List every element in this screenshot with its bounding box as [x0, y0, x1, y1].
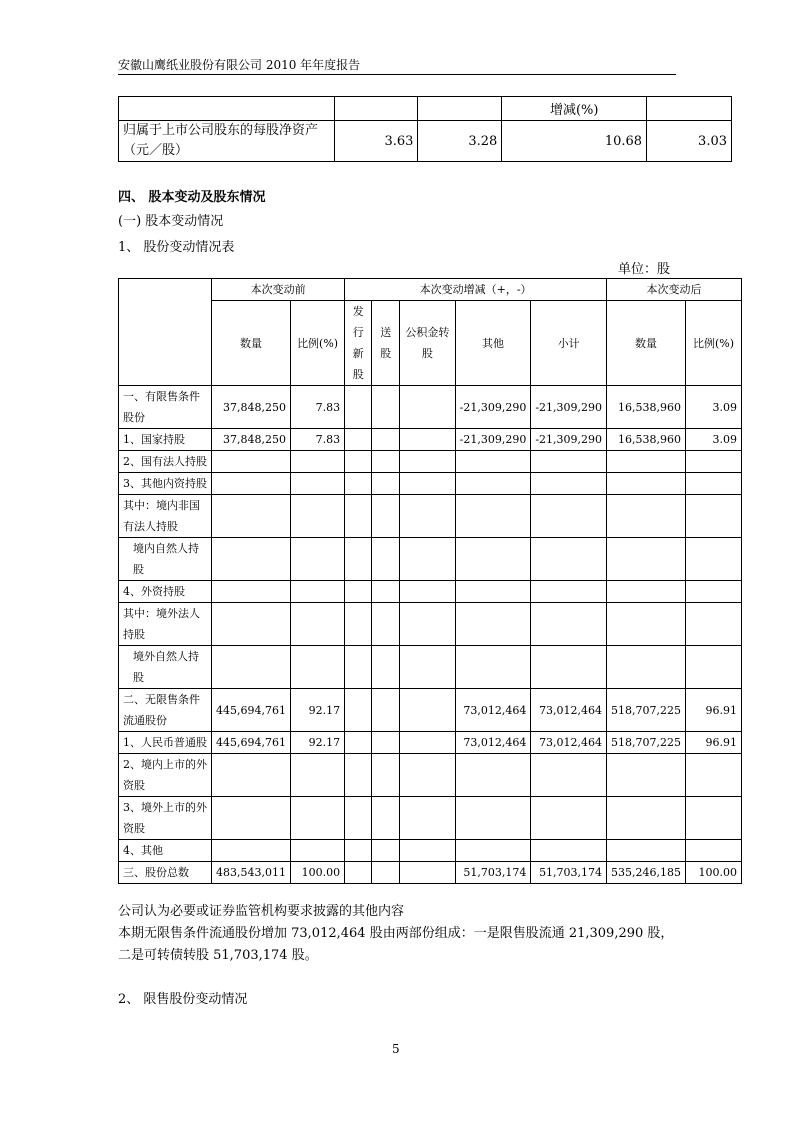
cell-new	[345, 646, 372, 689]
cell-ratio	[291, 473, 345, 495]
cell-qty2	[607, 840, 686, 862]
table-row	[119, 797, 742, 840]
t1-value: 3.03	[647, 121, 732, 162]
row-label: 4、外资持股	[119, 581, 212, 603]
cell-qty: 483,543,011	[212, 862, 291, 884]
col-header-qty: 数量	[212, 301, 291, 386]
cell-reserve	[400, 603, 455, 646]
cell-sub	[531, 538, 607, 581]
cell-ratio	[291, 840, 345, 862]
cell-qty2	[607, 603, 686, 646]
cell-bonus	[372, 386, 400, 429]
cell-other: -21,309,290	[455, 429, 531, 451]
cell-ratio2	[686, 495, 742, 538]
cell-sub	[531, 754, 607, 797]
cell-ratio2: 100.00	[686, 862, 742, 884]
cell-new	[345, 603, 372, 646]
cell-ratio2	[686, 797, 742, 840]
table-row	[119, 754, 742, 797]
cell-other	[455, 538, 531, 581]
cell-reserve	[400, 495, 455, 538]
cell-bonus	[372, 581, 400, 603]
col-header-qty-after: 数量	[607, 301, 686, 386]
cell-qty: 37,848,250	[212, 429, 291, 451]
item-title: 1、 股份变动情况表	[118, 240, 235, 255]
table-row	[119, 581, 742, 603]
row-label: 境外自然人持股	[119, 646, 212, 689]
eps-table	[118, 96, 732, 162]
t1-head-cell	[119, 97, 335, 121]
cell-ratio2	[686, 646, 742, 689]
cell-ratio	[291, 581, 345, 603]
cell-reserve	[400, 797, 455, 840]
cell-ratio2: 3.09	[686, 386, 742, 429]
cell-bonus	[372, 646, 400, 689]
cell-qty2: 16,538,960	[607, 429, 686, 451]
table-row	[119, 840, 742, 862]
cell-sub	[531, 797, 607, 840]
cell-reserve	[400, 386, 455, 429]
cell-qty2: 518,707,225	[607, 689, 686, 732]
cell-new	[345, 862, 372, 884]
cell-qty2	[607, 538, 686, 581]
cell-qty2	[607, 581, 686, 603]
cell-reserve	[400, 689, 455, 732]
cell-sub	[531, 840, 607, 862]
page-number: 5	[392, 1042, 400, 1056]
cell-qty	[212, 581, 291, 603]
row-label: 4、其他	[119, 840, 212, 862]
table-row	[119, 473, 742, 495]
row-label: 其中：境外法人持股	[119, 603, 212, 646]
cell-new	[345, 495, 372, 538]
row-label: 3、其他内资持股	[119, 473, 212, 495]
cell-ratio	[291, 451, 345, 473]
t1-value: 10.68	[502, 121, 647, 162]
cell-ratio2: 96.91	[686, 689, 742, 732]
t1-head-cell	[647, 97, 732, 121]
row-label: 境内自然人持股	[119, 538, 212, 581]
cell-qty	[212, 495, 291, 538]
cell-bonus	[372, 473, 400, 495]
cell-other: 73,012,464	[455, 732, 531, 754]
t1-value: 3.28	[418, 121, 502, 162]
cell-sub: 73,012,464	[531, 732, 607, 754]
table-row	[119, 495, 742, 538]
cell-new	[345, 840, 372, 862]
table-row	[119, 603, 742, 646]
t1-row-label: 归属于上市公司股东的每股净资产（元／股）	[119, 121, 335, 162]
cell-new	[345, 797, 372, 840]
col-header-other: 其他	[455, 301, 531, 386]
t1-head-cell	[334, 97, 418, 121]
cell-qty	[212, 797, 291, 840]
cell-other	[455, 451, 531, 473]
cell-other: -21,309,290	[455, 386, 531, 429]
cell-reserve	[400, 754, 455, 797]
cell-ratio2: 3.09	[686, 429, 742, 451]
col-header-new-issue: 发行新股	[345, 301, 372, 386]
t1-head-cell	[418, 97, 502, 121]
cell-ratio: 7.83	[291, 429, 345, 451]
cell-ratio2	[686, 840, 742, 862]
cell-new	[345, 581, 372, 603]
cell-bonus	[372, 754, 400, 797]
cell-qty	[212, 603, 291, 646]
cell-sub	[531, 603, 607, 646]
row-label: 一、有限售条件股份	[119, 386, 212, 429]
cell-new	[345, 732, 372, 754]
t1-value: 3.63	[334, 121, 418, 162]
cell-bonus	[372, 451, 400, 473]
header-divider	[118, 74, 676, 75]
cell-sub	[531, 473, 607, 495]
cell-qty2: 518,707,225	[607, 732, 686, 754]
cell-sub: -21,309,290	[531, 386, 607, 429]
cell-other: 51,703,174	[455, 862, 531, 884]
cell-other	[455, 646, 531, 689]
cell-new	[345, 429, 372, 451]
cell-bonus	[372, 797, 400, 840]
cell-ratio	[291, 646, 345, 689]
cell-reserve	[400, 473, 455, 495]
cell-ratio2	[686, 603, 742, 646]
cell-reserve	[400, 581, 455, 603]
cell-ratio: 7.83	[291, 386, 345, 429]
cell-bonus	[372, 495, 400, 538]
cell-reserve	[400, 646, 455, 689]
cell-ratio	[291, 754, 345, 797]
cell-other	[455, 754, 531, 797]
table-row	[119, 429, 742, 451]
cell-qty2	[607, 451, 686, 473]
cell-ratio2	[686, 451, 742, 473]
share-change-table	[118, 278, 742, 884]
cell-new	[345, 451, 372, 473]
cell-bonus	[372, 429, 400, 451]
cell-other	[455, 603, 531, 646]
cell-bonus	[372, 603, 400, 646]
cell-sub: -21,309,290	[531, 429, 607, 451]
cell-ratio2: 96.91	[686, 732, 742, 754]
row-label: 2、国有法人持股	[119, 451, 212, 473]
corner-cell	[119, 279, 212, 386]
cell-reserve	[400, 451, 455, 473]
cell-other	[455, 581, 531, 603]
cell-new	[345, 689, 372, 732]
cell-sub	[531, 581, 607, 603]
cell-ratio: 92.17	[291, 732, 345, 754]
note-line: 本期无限售条件流通股份增加 73,012,464 股由两部份组成：一是限售股流通 21,309,290 股，	[118, 926, 674, 941]
cell-sub: 73,012,464	[531, 689, 607, 732]
cell-ratio2	[686, 538, 742, 581]
table-row	[119, 538, 742, 581]
cell-ratio: 100.00	[291, 862, 345, 884]
col-header-subtotal: 小计	[531, 301, 607, 386]
cell-sub: 51,703,174	[531, 862, 607, 884]
cell-reserve	[400, 862, 455, 884]
subsection-title: (一) 股本变动情况	[118, 214, 224, 229]
row-label: 3、境外上市的外资股	[119, 797, 212, 840]
table-row	[119, 689, 742, 732]
row-label: 1、人民币普通股	[119, 732, 212, 754]
cell-other	[455, 473, 531, 495]
cell-sub	[531, 495, 607, 538]
table-row	[119, 646, 742, 689]
col-header-reserve: 公积金转股	[400, 301, 455, 386]
table-row	[119, 862, 742, 884]
cell-qty2: 535,246,185	[607, 862, 686, 884]
cell-qty	[212, 754, 291, 797]
col-header-ratio-after: 比例(%)	[686, 301, 742, 386]
cell-qty2	[607, 646, 686, 689]
cell-new	[345, 473, 372, 495]
table-row	[119, 451, 742, 473]
cell-ratio2	[686, 754, 742, 797]
group-header-before: 本次变动前	[212, 279, 345, 301]
cell-new	[345, 538, 372, 581]
cell-qty2	[607, 473, 686, 495]
row-label: 二、无限售条件流通股份	[119, 689, 212, 732]
cell-qty: 445,694,761	[212, 732, 291, 754]
group-header-change: 本次变动增减（+，-）	[345, 279, 607, 301]
cell-ratio	[291, 797, 345, 840]
t1-head-cell: 增减(%)	[502, 97, 647, 121]
cell-sub	[531, 451, 607, 473]
section-title: 四、 股本变动及股东情况	[118, 190, 266, 205]
cell-reserve	[400, 840, 455, 862]
cell-ratio	[291, 538, 345, 581]
cell-qty2	[607, 754, 686, 797]
cell-ratio	[291, 495, 345, 538]
cell-reserve	[400, 538, 455, 581]
cell-qty	[212, 840, 291, 862]
cell-qty2	[607, 797, 686, 840]
cell-bonus	[372, 538, 400, 581]
group-header-after: 本次变动后	[607, 279, 742, 301]
cell-qty	[212, 646, 291, 689]
table-row	[119, 386, 742, 429]
row-label: 2、境内上市的外资股	[119, 754, 212, 797]
cell-bonus	[372, 689, 400, 732]
cell-ratio	[291, 603, 345, 646]
row-label: 其中：境内非国有法人持股	[119, 495, 212, 538]
item-title: 2、 限售股份变动情况	[118, 992, 248, 1007]
cell-qty: 37,848,250	[212, 386, 291, 429]
cell-qty2: 16,538,960	[607, 386, 686, 429]
cell-ratio2	[686, 581, 742, 603]
cell-bonus	[372, 840, 400, 862]
cell-qty2	[607, 495, 686, 538]
page-header: 安徽山鹰纸业股份有限公司 2010 年年度报告	[118, 58, 361, 72]
note-heading: 公司认为必要或证券监管机构要求披露的其他内容	[118, 904, 405, 919]
cell-qty	[212, 451, 291, 473]
cell-other	[455, 495, 531, 538]
col-header-ratio: 比例(%)	[291, 301, 345, 386]
cell-new	[345, 386, 372, 429]
cell-bonus	[372, 732, 400, 754]
cell-qty	[212, 473, 291, 495]
table-row	[119, 732, 742, 754]
cell-other	[455, 840, 531, 862]
col-header-bonus: 送股	[372, 301, 400, 386]
note-line: 二是可转债转股 51,703,174 股。	[118, 948, 318, 963]
cell-qty	[212, 538, 291, 581]
cell-qty: 445,694,761	[212, 689, 291, 732]
row-label: 1、国家持股	[119, 429, 212, 451]
row-label: 三、股份总数	[119, 862, 212, 884]
cell-other: 73,012,464	[455, 689, 531, 732]
cell-reserve	[400, 429, 455, 451]
unit-label: 单位：股	[618, 262, 671, 277]
cell-new	[345, 754, 372, 797]
cell-sub	[531, 646, 607, 689]
cell-other	[455, 797, 531, 840]
cell-reserve	[400, 732, 455, 754]
cell-ratio2	[686, 473, 742, 495]
cell-ratio: 92.17	[291, 689, 345, 732]
cell-bonus	[372, 862, 400, 884]
